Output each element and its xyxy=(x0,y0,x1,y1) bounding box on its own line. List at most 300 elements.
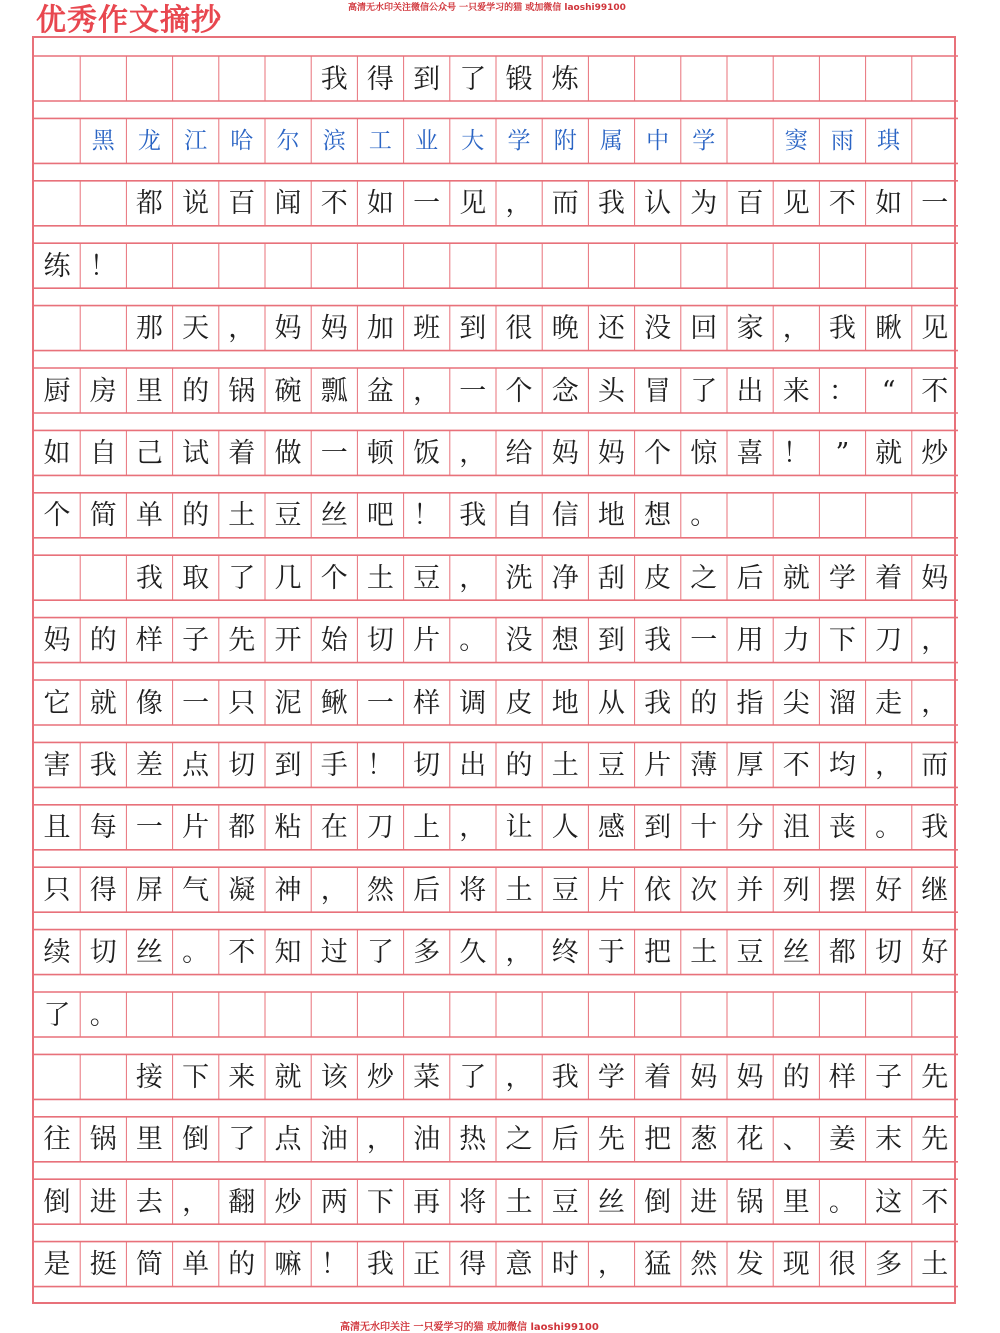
essay-char: 嘛 xyxy=(274,1249,302,1281)
essay-char: 还 xyxy=(597,313,625,345)
essay-char: 想 xyxy=(551,625,579,657)
essay-char: 害 xyxy=(43,749,71,781)
essay-char: 简 xyxy=(89,500,117,532)
essay-char: 我 xyxy=(597,188,625,220)
essay-char: 锅 xyxy=(736,1186,764,1218)
author-char: 黑 xyxy=(91,127,115,154)
essay-char: 接 xyxy=(135,1061,163,1093)
essay-char: 而 xyxy=(551,188,579,220)
essay-char: ， xyxy=(782,313,810,345)
essay-char: 里 xyxy=(135,375,163,407)
essay-char: ” xyxy=(835,437,850,469)
essay-char: 后 xyxy=(413,874,441,906)
essay-char: 炒 xyxy=(366,1061,394,1093)
essay-char: 列 xyxy=(782,874,810,906)
essay-char: 从 xyxy=(597,687,625,719)
essay-char: 做 xyxy=(274,437,302,469)
essay-char: 炒 xyxy=(921,437,949,469)
essay-char: 都 xyxy=(135,188,163,220)
essay-char: 百 xyxy=(228,188,256,220)
essay-char: 认 xyxy=(644,188,672,220)
essay-char: 的 xyxy=(89,625,117,657)
essay-char: 我 xyxy=(551,1061,579,1093)
essay-char: 如 xyxy=(43,437,71,469)
essay-char: 是 xyxy=(43,1249,71,1281)
essay-char: 着 xyxy=(875,562,903,594)
essay-char: 先 xyxy=(228,625,256,657)
essay-char: 妈 xyxy=(274,313,302,345)
essay-char: 挺 xyxy=(89,1249,117,1281)
essay-char: 这 xyxy=(875,1186,903,1218)
essay-char: 多 xyxy=(413,937,441,969)
essay-char: 天 xyxy=(182,313,210,345)
essay-char: 下 xyxy=(182,1061,210,1093)
essay-char: ， xyxy=(366,1124,394,1156)
author-char: 学 xyxy=(507,127,531,154)
author-char: 窦 xyxy=(784,127,808,154)
essay-char: 妈 xyxy=(43,625,71,657)
essay-char: 瞅 xyxy=(875,313,903,345)
essay-char: 说 xyxy=(182,188,210,220)
essay-char: 百 xyxy=(736,188,764,220)
essay-char: 调 xyxy=(459,687,487,719)
essay-char: 切 xyxy=(875,937,903,969)
essay-char: 。 xyxy=(875,812,903,844)
essay-char: 个 xyxy=(320,562,348,594)
essay-char: ， xyxy=(597,1249,625,1281)
essay-char: 喜 xyxy=(736,437,764,469)
essay-char: 土 xyxy=(366,562,394,594)
essay-char: 自 xyxy=(89,437,117,469)
essay-char: 个 xyxy=(43,500,71,532)
essay-char: 豆 xyxy=(274,500,302,532)
essay-char: 几 xyxy=(274,562,302,594)
essay-char: 把 xyxy=(644,937,672,969)
essay-char: 妈 xyxy=(736,1061,764,1093)
essay-char: 始 xyxy=(320,625,348,657)
essay-char: 葱 xyxy=(690,1124,718,1156)
essay-char: 终 xyxy=(551,937,579,969)
essay-char: 妈 xyxy=(921,562,949,594)
essay-char: 很 xyxy=(828,1249,856,1281)
essay-char: 差 xyxy=(135,749,163,781)
essay-char: 薄 xyxy=(690,749,718,781)
essay-char: 的 xyxy=(228,1249,256,1281)
author-char: 哈 xyxy=(230,127,254,154)
essay-char: ， xyxy=(228,313,256,345)
essay-char: 每 xyxy=(89,812,117,844)
essay-char: 见 xyxy=(782,188,810,220)
essay-char: 如 xyxy=(366,188,394,220)
essay-char: 锅 xyxy=(89,1124,117,1156)
essay-char: 神 xyxy=(274,874,302,906)
essay-char: 子 xyxy=(182,625,210,657)
essay-char: ， xyxy=(505,937,533,969)
essay-char: 瓢 xyxy=(320,375,348,407)
essay-char: 后 xyxy=(736,562,764,594)
essay-char: 发 xyxy=(736,1249,764,1281)
essay-char: 就 xyxy=(274,1061,302,1093)
essay-char: 我 xyxy=(921,812,949,844)
essay-char: 油 xyxy=(320,1124,348,1156)
essay-char: 该 xyxy=(320,1061,348,1093)
essay-char: 了 xyxy=(366,937,394,969)
essay-char: 想 xyxy=(644,500,672,532)
essay-char: 如 xyxy=(875,188,903,220)
essay-char: 尖 xyxy=(782,687,810,719)
essay-char: ， xyxy=(320,874,348,906)
essay-char: 念 xyxy=(551,375,579,407)
essay-char: 见 xyxy=(921,313,949,345)
essay-char: 末 xyxy=(875,1124,903,1156)
essay-char: 。 xyxy=(828,1186,856,1218)
essay-char: ， xyxy=(921,625,949,657)
essay-char: 妈 xyxy=(690,1061,718,1093)
watermark-top: 高清无水印关注微信公众号 一只爱学习的猫 或加微信 laoshi99100 xyxy=(348,3,626,13)
essay-char: 用 xyxy=(736,625,764,657)
essay-char: 次 xyxy=(690,874,718,906)
essay-char: 了 xyxy=(228,1124,256,1156)
essay-char: 先 xyxy=(597,1124,625,1156)
essay-char: 。 xyxy=(690,500,718,532)
essay-char: ， xyxy=(505,1061,533,1093)
essay-char: 先 xyxy=(921,1124,949,1156)
essay-char: 点 xyxy=(182,749,210,781)
essay-char: ， xyxy=(182,1186,210,1218)
essay-char: 的 xyxy=(690,687,718,719)
essay-char: 净 xyxy=(551,562,579,594)
essay-char: ， xyxy=(459,562,487,594)
essay-char: 地 xyxy=(551,687,579,719)
essay-char: 之 xyxy=(690,562,718,594)
essay-char: 着 xyxy=(228,437,256,469)
essay-char: 了 xyxy=(690,375,718,407)
essay-char: 凝 xyxy=(228,874,256,906)
essay-char: 没 xyxy=(505,625,533,657)
essay-char: 家 xyxy=(736,313,764,345)
essay-char: 豆 xyxy=(551,1186,579,1218)
essay-char: 。 xyxy=(89,999,117,1031)
essay-char: 出 xyxy=(736,375,764,407)
essay-char: 单 xyxy=(182,1249,210,1281)
essay-char: 片 xyxy=(644,749,672,781)
essay-char: 妈 xyxy=(320,313,348,345)
essay-char: 只 xyxy=(228,687,256,719)
essay-char: 样 xyxy=(135,625,163,657)
essay-char: 过 xyxy=(320,937,348,969)
essay-char: 我 xyxy=(644,687,672,719)
essay-char: 刮 xyxy=(597,562,625,594)
essay-char: 着 xyxy=(644,1061,672,1093)
essay-char: 并 xyxy=(736,874,764,906)
essay-char: 我 xyxy=(135,562,163,594)
essay-char: 往 xyxy=(43,1124,71,1156)
essay-char: 土 xyxy=(551,749,579,781)
essay-char: 气 xyxy=(182,874,210,906)
essay-char: ， xyxy=(505,188,533,220)
title-char: 到 xyxy=(413,63,441,95)
grid-lines xyxy=(34,38,958,1306)
essay-char: 豆 xyxy=(413,562,441,594)
essay-char: 到 xyxy=(644,812,672,844)
essay-char: 信 xyxy=(551,500,579,532)
essay-char: 学 xyxy=(597,1061,625,1093)
essay-char: 再 xyxy=(413,1186,441,1218)
essay-char: 回 xyxy=(690,313,718,345)
essay-char: 我 xyxy=(644,625,672,657)
author-char: 学 xyxy=(692,127,716,154)
essay-char: 然 xyxy=(690,1249,718,1281)
essay-char: 且 xyxy=(43,812,71,844)
essay-char: 饭 xyxy=(413,437,441,469)
essay-char: 惊 xyxy=(690,437,718,469)
essay-char: 锅 xyxy=(228,375,256,407)
essay-char: 人 xyxy=(551,812,579,844)
essay-char: 手 xyxy=(320,749,348,781)
essay-char: 不 xyxy=(228,937,256,969)
essay-char: 走 xyxy=(875,687,903,719)
essay-char: 我 xyxy=(459,500,487,532)
author-char: 滨 xyxy=(322,127,346,154)
essay-char: 感 xyxy=(597,812,625,844)
author-char: 龙 xyxy=(137,127,161,154)
essay-char: 土 xyxy=(228,500,256,532)
essay-char: 顿 xyxy=(366,437,394,469)
essay-char: 姜 xyxy=(828,1124,856,1156)
essay-char: 厚 xyxy=(736,749,764,781)
essay-char: 简 xyxy=(135,1249,163,1281)
essay-char: 不 xyxy=(782,749,810,781)
essay-char: 皮 xyxy=(505,687,533,719)
essay-char: 了 xyxy=(228,562,256,594)
essay-char: 均 xyxy=(828,749,856,781)
title-char: 了 xyxy=(459,63,487,95)
essay-char: 把 xyxy=(644,1124,672,1156)
author-char: 雨 xyxy=(830,127,854,154)
essay-char: 见 xyxy=(459,188,487,220)
essay-char: 丝 xyxy=(320,500,348,532)
essay-char: 沮 xyxy=(782,812,810,844)
essay-char: 丧 xyxy=(828,812,856,844)
essay-char: 土 xyxy=(690,937,718,969)
essay-char: 让 xyxy=(505,812,533,844)
essay-char: 倒 xyxy=(644,1186,672,1218)
essay-char: 在 xyxy=(320,812,348,844)
essay-char: 练 xyxy=(43,250,71,282)
author-char: 业 xyxy=(415,127,439,154)
essay-char: 豆 xyxy=(736,937,764,969)
essay-char: 我 xyxy=(366,1249,394,1281)
essay-char: 到 xyxy=(597,625,625,657)
essay-char: 班 xyxy=(413,313,441,345)
essay-char: 得 xyxy=(459,1249,487,1281)
essay-char: 一 xyxy=(320,437,348,469)
essay-char: 油 xyxy=(413,1124,441,1156)
essay-char: ， xyxy=(413,375,441,407)
essay-char: 好 xyxy=(875,874,903,906)
title-char: 得 xyxy=(366,63,394,95)
essay-char: 个 xyxy=(644,437,672,469)
essay-char: 续 xyxy=(43,937,71,969)
essay-char: 刀 xyxy=(875,625,903,657)
essay-char: 将 xyxy=(459,1186,487,1218)
essay-char: 菜 xyxy=(413,1061,441,1093)
essay-char: 屏 xyxy=(135,874,163,906)
author-char: 属 xyxy=(599,127,623,154)
essay-char: ， xyxy=(875,749,903,781)
essay-char: 地 xyxy=(597,500,625,532)
essay-char: 之 xyxy=(505,1124,533,1156)
essay-char: 没 xyxy=(644,313,672,345)
essay-char: 盆 xyxy=(366,375,394,407)
essay-char: 。 xyxy=(459,625,487,657)
essay-char: 出 xyxy=(459,749,487,781)
essay-char: 己 xyxy=(135,437,163,469)
essay-char: ， xyxy=(459,437,487,469)
essay-char: 土 xyxy=(505,874,533,906)
essay-char: 倒 xyxy=(182,1124,210,1156)
essay-char: 鳅 xyxy=(320,687,348,719)
essay-char: 豆 xyxy=(551,874,579,906)
author-char: 江 xyxy=(184,127,208,154)
essay-char: ！ xyxy=(89,250,117,282)
essay-char: 很 xyxy=(505,313,533,345)
essay-char: ！ xyxy=(320,1249,348,1281)
essay-char: 了 xyxy=(459,1061,487,1093)
essay-char: 、 xyxy=(782,1124,810,1156)
essay-char: 好 xyxy=(921,937,949,969)
watermark-bottom: 高清无水印关注 一只爱学习的猫 或加微信 laoshi99100 xyxy=(340,1322,599,1333)
essay-char: 厨 xyxy=(43,375,71,407)
essay-char: 丝 xyxy=(135,937,163,969)
essay-char: 进 xyxy=(89,1186,117,1218)
essay-char: 下 xyxy=(828,625,856,657)
essay-char: 妈 xyxy=(551,437,579,469)
essay-char: 碗 xyxy=(274,375,302,407)
essay-char: 一 xyxy=(182,687,210,719)
essay-char: 的 xyxy=(182,500,210,532)
essay-char: 进 xyxy=(690,1186,718,1218)
essay-char: 到 xyxy=(459,313,487,345)
essay-char: 开 xyxy=(274,625,302,657)
essay-char: 花 xyxy=(736,1124,764,1156)
title-char: 我 xyxy=(320,63,348,95)
essay-char: 丝 xyxy=(782,937,810,969)
essay-char: 一 xyxy=(459,375,487,407)
essay-char: 样 xyxy=(828,1061,856,1093)
essay-char: ： xyxy=(828,375,856,407)
title-char: 锻 xyxy=(505,63,533,95)
essay-char: 学 xyxy=(828,562,856,594)
essay-char: ， xyxy=(921,687,949,719)
essay-char: 皮 xyxy=(644,562,672,594)
essay-char: ！ xyxy=(782,437,810,469)
essay-char: 力 xyxy=(782,625,810,657)
essay-char: 到 xyxy=(274,749,302,781)
essay-char: ， xyxy=(459,812,487,844)
essay-char: 吧 xyxy=(366,500,394,532)
essay-char: 土 xyxy=(505,1186,533,1218)
essay-char: 摆 xyxy=(828,874,856,906)
essay-char: 我 xyxy=(828,313,856,345)
essay-char: 土 xyxy=(921,1249,949,1281)
essay-char: 它 xyxy=(43,687,71,719)
essay-char: 继 xyxy=(921,874,949,906)
author-char: 大 xyxy=(461,127,485,154)
essay-char: 试 xyxy=(182,437,210,469)
essay-char: 的 xyxy=(505,749,533,781)
essay-char: 片 xyxy=(182,812,210,844)
essay-char: 我 xyxy=(89,749,117,781)
essay-char: 为 xyxy=(690,188,718,220)
essay-char: 点 xyxy=(274,1124,302,1156)
essay-char: 知 xyxy=(274,937,302,969)
essay-char: 里 xyxy=(135,1124,163,1156)
essay-char: 就 xyxy=(782,562,810,594)
essay-char: 取 xyxy=(182,562,210,594)
essay-char: 粘 xyxy=(274,812,302,844)
title-char: 炼 xyxy=(551,63,579,95)
author-char: 琪 xyxy=(877,127,901,154)
essay-char: 里 xyxy=(782,1186,810,1218)
essay-char: 都 xyxy=(828,937,856,969)
essay-char: 倒 xyxy=(43,1186,71,1218)
essay-char: 上 xyxy=(413,812,441,844)
essay-char: 丝 xyxy=(597,1186,625,1218)
essay-char: 两 xyxy=(320,1186,348,1218)
essay-char: “ xyxy=(881,375,896,407)
essay-char: 切 xyxy=(228,749,256,781)
essay-char: 都 xyxy=(228,812,256,844)
essay-char: 先 xyxy=(921,1061,949,1093)
essay-char: 现 xyxy=(782,1249,810,1281)
essay-char: 那 xyxy=(135,313,163,345)
essay-char: 然 xyxy=(366,874,394,906)
essay-char: 的 xyxy=(182,375,210,407)
essay-char: 只 xyxy=(43,874,71,906)
essay-char: 洗 xyxy=(505,562,533,594)
author-char: 尔 xyxy=(276,127,300,154)
essay-char: 指 xyxy=(736,687,764,719)
author-char: 中 xyxy=(646,127,670,154)
brand-title: 优秀作文摘抄 xyxy=(36,3,222,38)
manuscript-sheet xyxy=(32,36,956,1304)
essay-char: 。 xyxy=(182,937,210,969)
essay-char: 翻 xyxy=(228,1186,256,1218)
essay-char: 房 xyxy=(89,375,117,407)
essay-char: 分 xyxy=(736,812,764,844)
essay-char: 时 xyxy=(551,1249,579,1281)
essay-char: 于 xyxy=(597,937,625,969)
essay-char: ！ xyxy=(366,749,394,781)
essay-char: 多 xyxy=(875,1249,903,1281)
essay-char: 妈 xyxy=(597,437,625,469)
essay-char: 而 xyxy=(921,749,949,781)
essay-char: 单 xyxy=(135,500,163,532)
essay-char: 的 xyxy=(782,1061,810,1093)
essay-char: 一 xyxy=(366,687,394,719)
essay-char: 像 xyxy=(135,687,163,719)
essay-char: 就 xyxy=(89,687,117,719)
essay-char: 豆 xyxy=(597,749,625,781)
essay-char: 切 xyxy=(366,625,394,657)
essay-char: 炒 xyxy=(274,1186,302,1218)
essay-char: 了 xyxy=(43,999,71,1031)
essay-char: 热 xyxy=(459,1124,487,1156)
essay-char: 就 xyxy=(875,437,903,469)
essay-char: 片 xyxy=(413,625,441,657)
essay-char: 一 xyxy=(921,188,949,220)
